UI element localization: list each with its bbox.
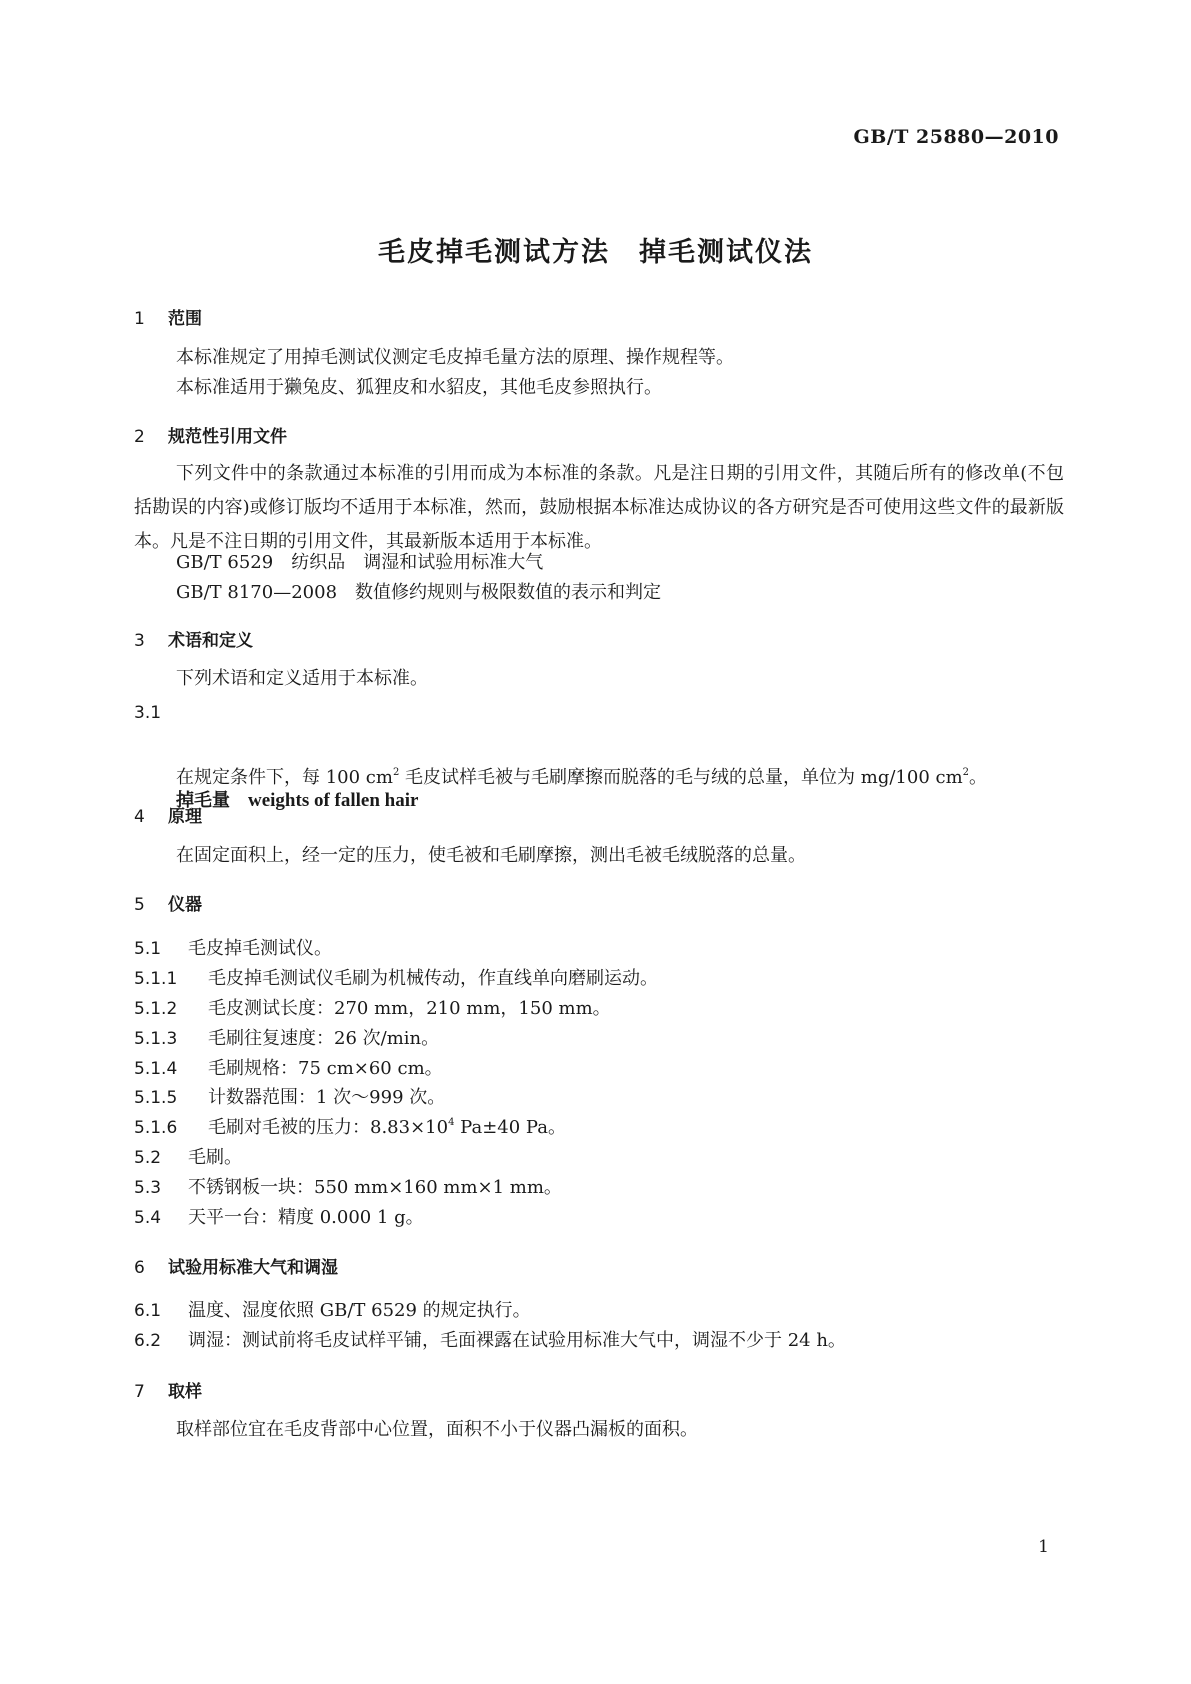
clause-5-1-4: 5.1.4 毛刷规格：75 cm×60 cm。 bbox=[134, 1058, 443, 1079]
clause-6-1: 6.1 温度、湿度依照 GB/T 6529 的规定执行。 bbox=[134, 1300, 531, 1321]
section-heading-sampling: 7 取样 bbox=[134, 1382, 202, 1402]
clause-number: 3.1 bbox=[134, 703, 162, 723]
document-title: 毛皮掉毛测试方法 掉毛测试仪法 bbox=[378, 237, 813, 268]
paragraph: 在固定面积上，经一定的压力，使毛被和毛刷摩擦，测出毛被毛绒脱落的总量。 bbox=[176, 845, 806, 866]
paragraph: 下列文件中的条款通过本标准的引用而成为本标准的条款。凡是注日期的引用文件，其随后所有的修改单(不包括勘误的内容)或修订版均不适用于本标准，然而，鼓励根据本标准达成协议的各方研究是否可使用这些文件的最新版本。凡是不注日期的引用文件，其最新版本适用于本标准。 bbox=[134, 463, 1064, 552]
section-heading-normative-references: 2 规范性引用文件 bbox=[134, 427, 287, 447]
reference-item: GB/T 6529 纺织品 调湿和试验用标准大气 bbox=[176, 552, 544, 573]
section-heading-apparatus: 5 仪器 bbox=[134, 895, 202, 915]
section-heading-atmosphere-conditioning: 6 试验用标准大气和调湿 bbox=[134, 1258, 338, 1278]
clause-6-2: 6.2 调湿：测试前将毛皮试样平铺，毛面裸露在试验用标准大气中，调湿不少于 24 h。 bbox=[134, 1330, 846, 1351]
reference-item: GB/T 8170—2008 数值修约规则与极限数值的表示和判定 bbox=[176, 582, 662, 603]
clause-5-1-6: 5.1.6 毛刷对毛被的压力：$8.83\times 10^4$ Pa±40 Pa。 bbox=[134, 1117, 566, 1138]
paragraph: 本标准规定了用掉毛测试仪测定毛皮掉毛量方法的原理、操作规程等。 bbox=[176, 347, 734, 368]
clause-5-1-1: 5.1.1 毛皮掉毛测试仪毛刷为机械传动，作直线单向磨刷运动。 bbox=[134, 968, 658, 989]
term-english: weights of fallen hair bbox=[248, 790, 419, 811]
clause-5-1: 5.1 毛皮掉毛测试仪。 bbox=[134, 938, 332, 959]
standard-code: GB/T 25880—2010 bbox=[853, 126, 1059, 148]
paragraph: 下列术语和定义适用于本标准。 bbox=[176, 668, 428, 689]
clause-5-1-5: 5.1.5 计数器范围：1 次～999 次。 bbox=[134, 1087, 446, 1108]
term-chinese: 掉毛量 bbox=[176, 790, 230, 811]
clause-5-2: 5.2 毛刷。 bbox=[134, 1147, 242, 1168]
section-heading-scope: 1 范围 bbox=[134, 309, 202, 329]
paragraph: 取样部位宜在毛皮背部中心位置，面积不小于仪器凸漏板的面积。 bbox=[176, 1419, 698, 1440]
clause-5-1-3: 5.1.3 毛刷往复速度：26 次/min。 bbox=[134, 1028, 440, 1049]
section-heading-terms: 3 术语和定义 bbox=[134, 631, 253, 651]
page-number: 1 bbox=[1038, 1537, 1049, 1557]
term-definition: 在规定条件下，每 100 $cm^2$ 毛皮试样毛被与毛刷摩擦而脱落的毛与绒的总量，单位为 mg/100 $cm^2$。 bbox=[176, 767, 988, 788]
paragraph: 本标准适用于獭兔皮、狐狸皮和水貂皮，其他毛皮参照执行。 bbox=[176, 377, 662, 398]
clause-5-4: 5.4 天平一台：精度 0.000 1 g。 bbox=[134, 1207, 424, 1228]
section-heading-principle: 4 原理 bbox=[134, 807, 202, 827]
clause-5-3: 5.3 不锈钢板一块：550 mm×160 mm×1 mm。 bbox=[134, 1177, 562, 1198]
clause-5-1-2: 5.1.2 毛皮测试长度：270 mm，210 mm，150 mm。 bbox=[134, 998, 611, 1019]
